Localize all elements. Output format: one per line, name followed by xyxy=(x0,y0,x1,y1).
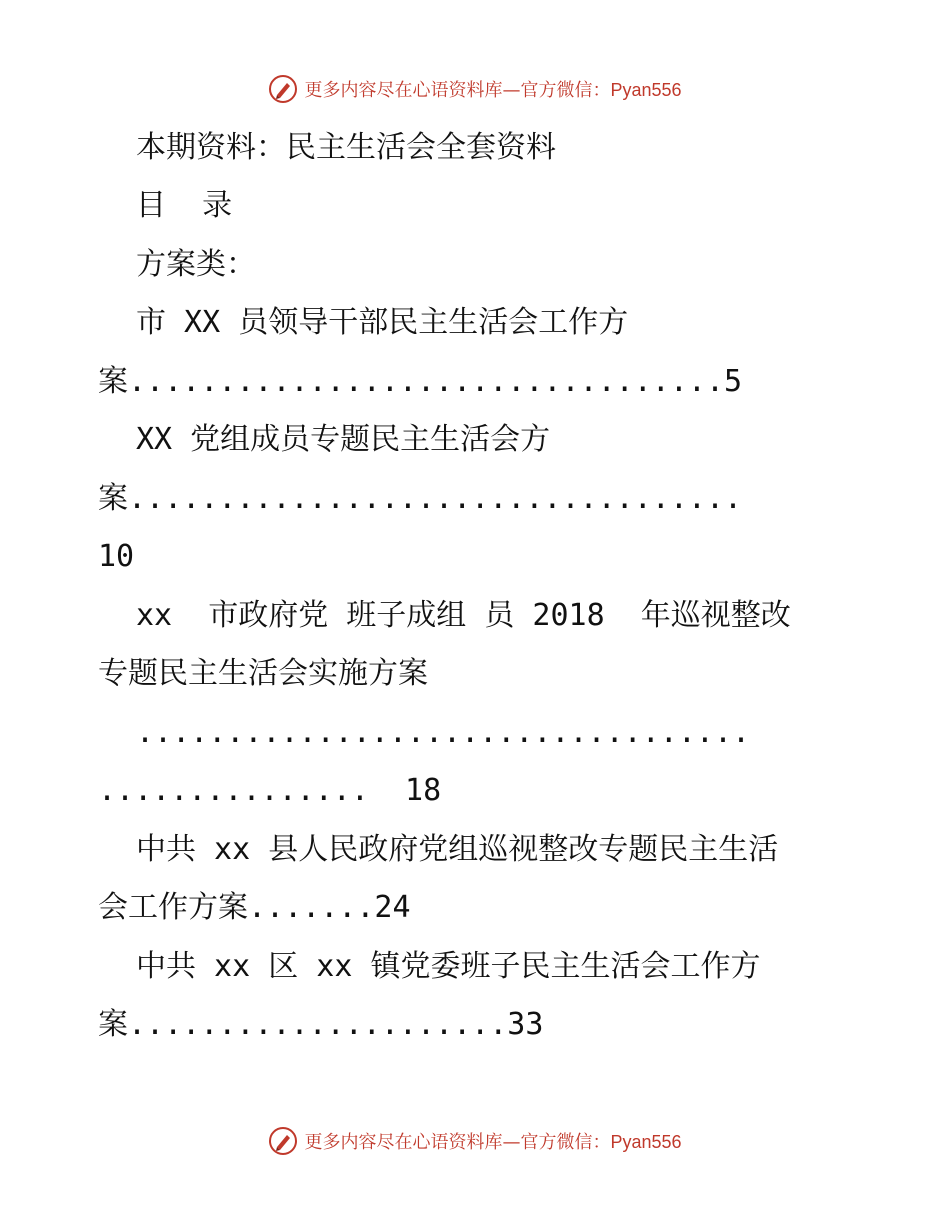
toc-entry-3-dots: .................................. xyxy=(136,715,751,750)
watermark-text: 更多内容尽在心语资料库—官方微信：Pyan556 xyxy=(304,1132,682,1153)
toc-entry-2-line1: XX 党组成员专题民主生活会方 xyxy=(136,422,551,457)
toc-entry-5-line2: 案.....................33 xyxy=(98,1007,544,1042)
toc-entry-2-line2: 案.................................. xyxy=(98,481,743,516)
toc-entry-4-line2: 会工作方案.......24 xyxy=(98,890,411,925)
watermark-text: 更多内容尽在心语资料库—官方微信：Pyan556 xyxy=(304,80,682,101)
toc-entry-3-page: ............... 18 xyxy=(98,773,442,808)
heading: 本期资料：民主生活会全套资料 xyxy=(136,130,556,165)
toc-entry-3-line2: 专题民主生活会实施方案 xyxy=(98,656,428,691)
toc-entry-3-line1: xx 市政府党 班子成组 员 2018 年巡视整改 xyxy=(136,598,791,633)
watermark-header xyxy=(0,72,950,106)
toc-entry-1-line1: 市 XX 员领导干部民主生活会工作方 xyxy=(136,305,629,340)
toc-entry-4-line1: 中共 xx 县人民政府党组巡视整改专题民主生活 xyxy=(136,832,779,867)
category-label: 方案类： xyxy=(136,247,256,282)
watermark-footer xyxy=(0,1124,950,1158)
toc-entry-1-line2: 案.................................5 xyxy=(98,364,743,399)
pen-logo-icon xyxy=(268,74,298,104)
toc-title: 目 录 xyxy=(136,188,233,223)
toc-entry-5-line1: 中共 xx 区 xx 镇党委班子民主生活会工作方 xyxy=(136,949,761,984)
toc-entry-2-page: 10 xyxy=(98,539,135,574)
pen-logo-icon xyxy=(268,1126,298,1156)
